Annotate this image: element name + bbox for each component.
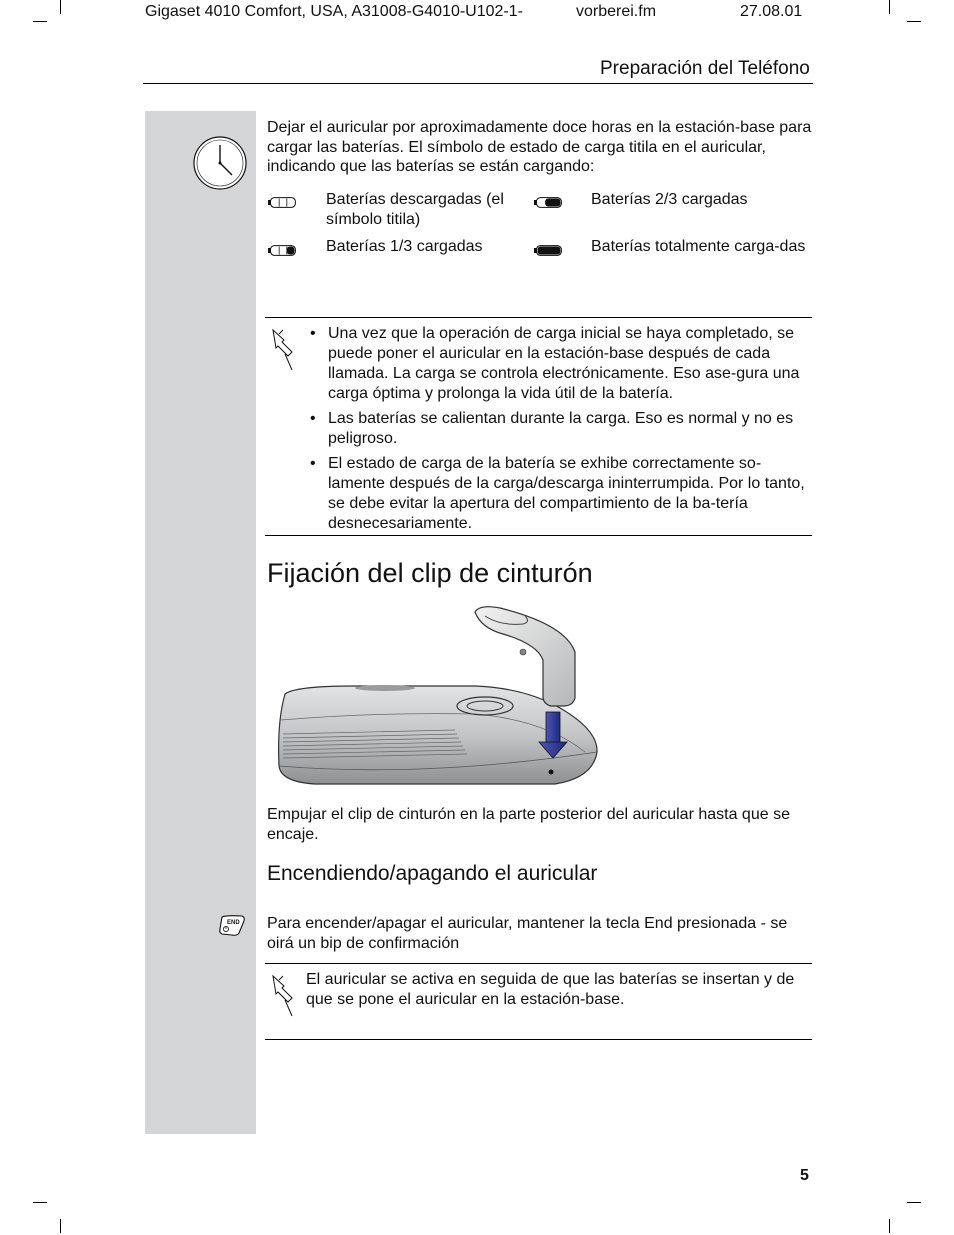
battery-state-label: Baterías descargadas (el símbolo titila) — [326, 191, 504, 228]
margin-sidebar — [145, 111, 256, 1134]
battery-state-label: Baterías totalmente carga-das — [591, 238, 806, 255]
battery-two-thirds-icon — [534, 195, 562, 213]
handset-belt-clip-illustration — [275, 602, 605, 792]
end-key-icon — [218, 913, 246, 937]
charging-text: Dejar el auricular por aproximadamente doce horas en la estación-base para cargar las baterías. El símbolo de estado de carga titila en el auricular, indicando que las baterías se están cargando: — [267, 119, 812, 175]
battery-empty-icon — [268, 195, 296, 213]
note-top-rule — [265, 963, 812, 964]
belt-clip-title: Fijación del clip de cinturón — [267, 558, 593, 588]
power-note: El auricular se activa en seguida de que las baterías se insertan y de que se pone el auricular en la estación-base. — [306, 971, 795, 1008]
header-date: 27.08.01 — [740, 3, 803, 20]
belt-clip-text: Empujar el clip de cinturón en la parte posterior del auricular hasta que se encaje. — [267, 806, 790, 843]
list-item: • Una vez que la operación de carga inicial se haya completado, se puede poner el auricular en la estación-base después de cada llamada. La carga se controla electrónicamente. Eso ase-gura una carga óptima y prolonga la vida útil de la batería. — [308, 324, 810, 404]
header-rule — [143, 83, 813, 84]
battery-state-label: Baterías 2/3 cargadas — [591, 191, 748, 208]
pushpin-icon — [270, 972, 296, 1018]
header-product: Gigaset 4010 Comfort, USA, A31008-G4010-U102-1- — [145, 3, 523, 20]
battery-full-icon — [534, 243, 562, 261]
pushpin-icon — [270, 326, 296, 372]
note-bottom-rule — [265, 1039, 812, 1040]
page-number: 5 — [800, 1167, 809, 1184]
end-key-label: END — [227, 920, 240, 926]
note-bottom-rule — [265, 535, 812, 536]
note-top-rule — [265, 317, 812, 318]
charging-notes — [308, 324, 810, 539]
power-text: Para encender/apagar el auricular, mantener la tecla End presionada - se oirá un bip de confirmación — [267, 915, 788, 952]
battery-state-label: Baterías 1/3 cargadas — [326, 238, 483, 255]
header-file: vorberei.fm — [576, 3, 657, 20]
list-item: • Las baterías se calientan durante la carga. Eso es normal y no es peligroso. — [308, 409, 810, 449]
clock-icon — [192, 135, 248, 191]
list-item: • El estado de carga de la batería se exhibe correctamente so-lamente después de la carga/descarga ininterrumpida. Por lo tanto, se debe evitar la apertura del compartimiento de la ba-tería desnecesariamente. — [308, 454, 810, 534]
battery-one-third-icon — [268, 243, 296, 261]
power-title: Encendiendo/apagando el auricular — [267, 862, 598, 885]
section-title: Preparación del Teléfono — [600, 58, 810, 79]
